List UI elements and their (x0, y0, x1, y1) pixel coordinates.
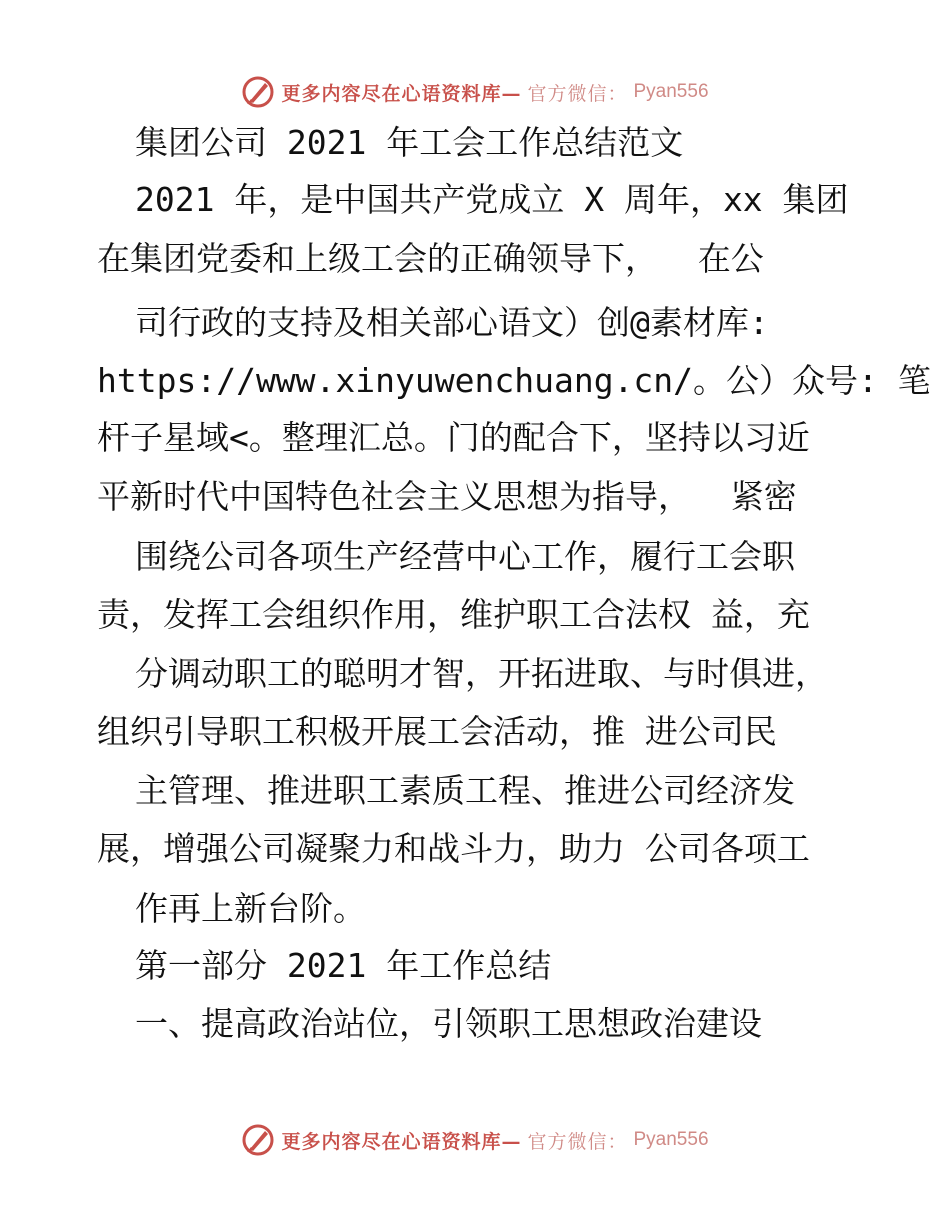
banner-main-text: 更多内容尽在心语资料库— (281, 1130, 522, 1153)
banner-wechat-id: Pyan556 (633, 1129, 709, 1150)
paragraph-line: 主管理、推进职工素质工程、推进公司经济发 (135, 771, 795, 810)
quill-pen-logo-icon (241, 1123, 275, 1157)
footer-banner (0, 1120, 950, 1160)
banner-wechat-id: Pyan556 (633, 81, 709, 102)
section-heading: 第一部分 2021 年工作总结 (135, 946, 552, 985)
paragraph-line: 展，增强公司凝聚力和战斗力，助力 公司各项工 (97, 829, 810, 868)
subsection-heading: 一、提高政治站位，引领职工思想政治建设 (135, 1004, 762, 1043)
paragraph-line: 平新时代中国特色社会主义思想为指导， 紧密 (97, 477, 797, 516)
quill-pen-logo-icon (241, 75, 275, 109)
paragraph-line: 围绕公司各项生产经营中心工作，履行工会职 (135, 537, 795, 576)
banner-wechat-label: 官方微信： (527, 1130, 628, 1153)
paragraph-line: https://www.xinyuwenchuang.cn/。公）众号: 笔 (97, 361, 931, 400)
header-banner (0, 72, 950, 112)
banner-wechat-label: 官方微信： (527, 82, 628, 105)
paragraph-line: 司行政的支持及相关部心语文）创@素材库: (135, 303, 769, 342)
paragraph-line: 作再上新台阶。 (135, 889, 366, 928)
paragraph-line: 杆子星域<。整理汇总。门的配合下，坚持以习近 (97, 418, 810, 457)
paragraph-line: 分调动职工的聪明才智，开拓进取、与时俱进， (135, 654, 828, 693)
paragraph-line: 组织引导职工积极开展工会活动，推 进公司民 (97, 712, 777, 751)
paragraph-line: 2021 年，是中国共产党成立 X 周年，xx 集团 (135, 180, 849, 219)
paragraph-line: 在集团党委和上级工会的正确领导下， 在公 (97, 239, 764, 278)
banner-main-text: 更多内容尽在心语资料库— (281, 82, 522, 105)
paragraph-line: 责，发挥工会组织作用，维护职工合法权 益，充 (97, 595, 810, 634)
document-title: 集团公司 2021 年工会工作总结范文 (135, 123, 684, 162)
